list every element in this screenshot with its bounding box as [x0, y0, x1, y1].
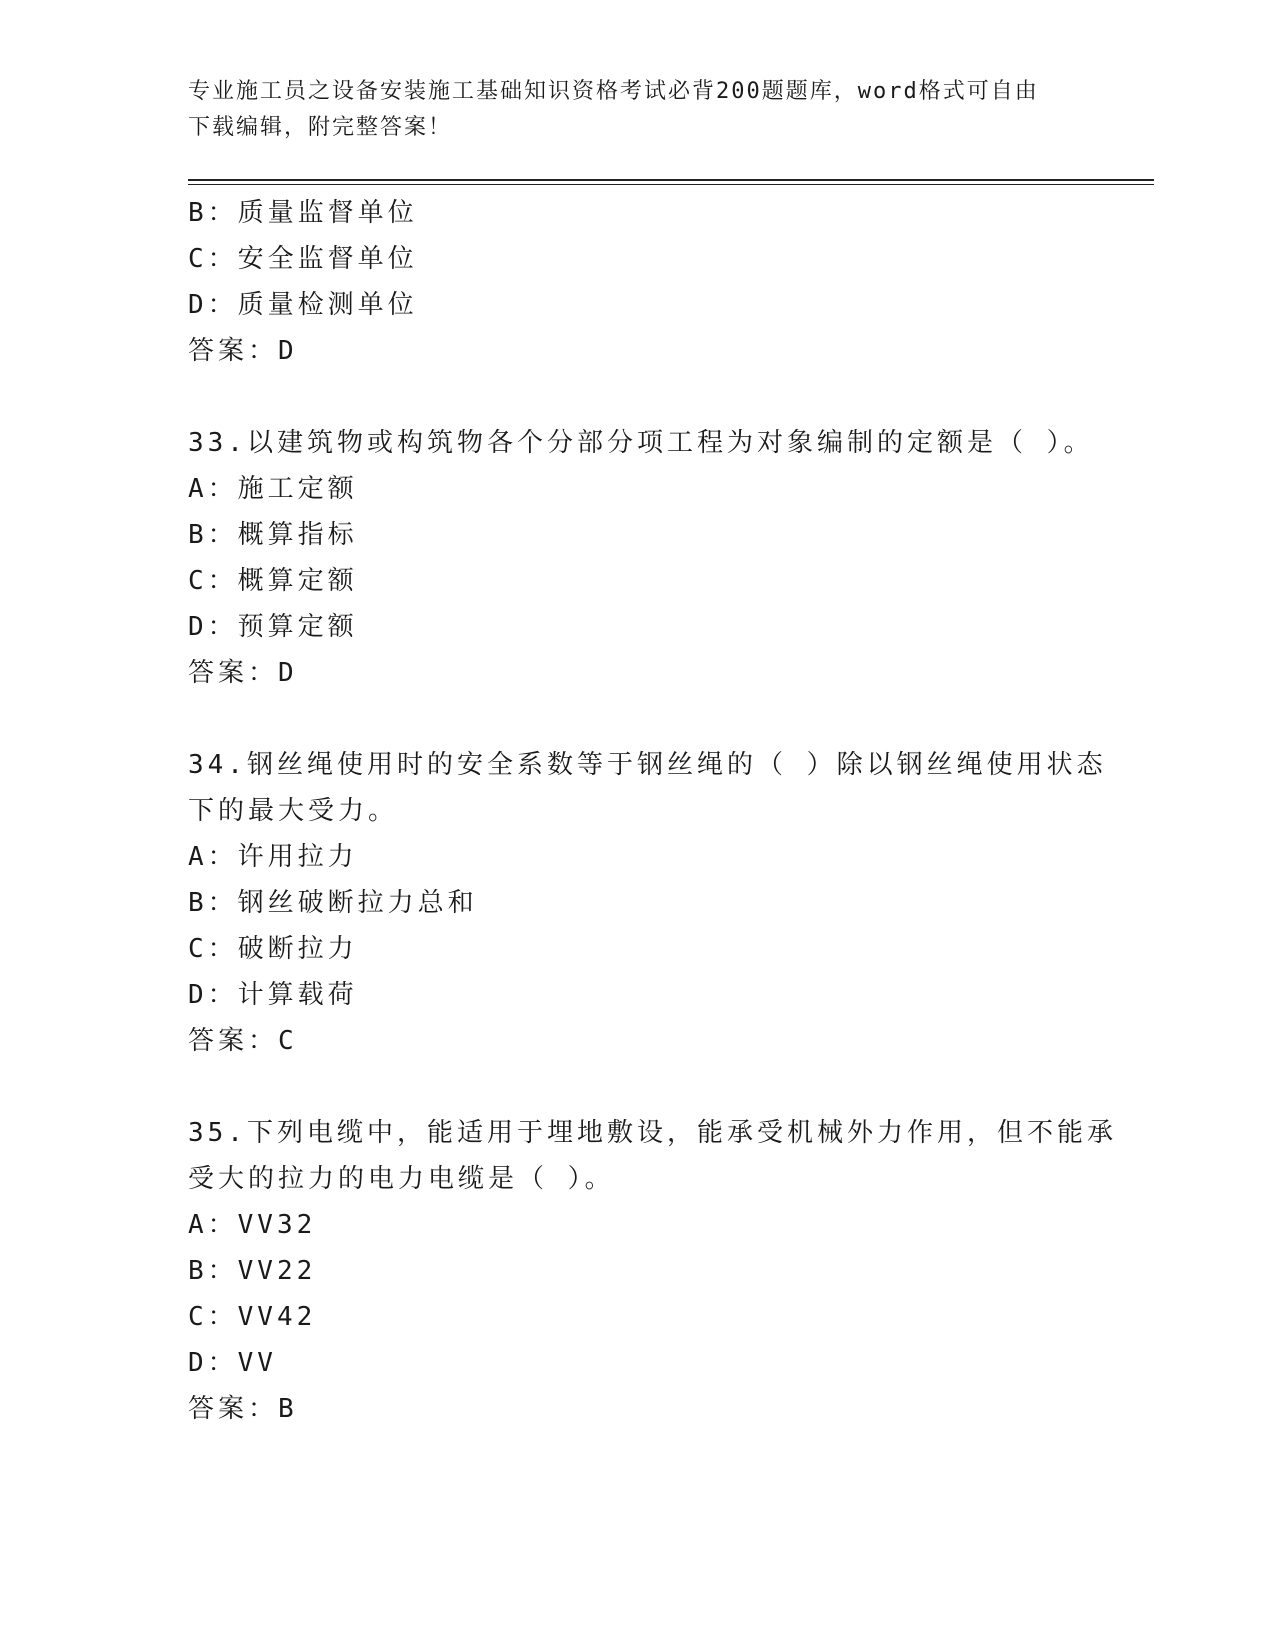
option-a: A：VV32 — [188, 1210, 317, 1240]
answer-line: 答案：C — [188, 1026, 298, 1056]
option-c: C：VV42 — [188, 1302, 317, 1332]
option-b: B：质量监督单位 — [188, 198, 418, 228]
question-34 — [188, 742, 1107, 1064]
question-list — [188, 190, 1117, 1432]
option-a: A：施工定额 — [188, 474, 358, 504]
option-d: D：预算定额 — [188, 612, 358, 642]
header-rule-thin — [188, 184, 1154, 185]
answer-line: 答案：B — [188, 1394, 298, 1424]
answer-line: 答案：D — [188, 336, 298, 366]
answer-line: 答案：D — [188, 658, 298, 688]
document-header — [188, 74, 1068, 146]
header-line-1: 专业施工员之设备安装施工基础知识资格考试必背200题题库，word格式可自由 — [188, 79, 1039, 104]
question-text: 33.以建筑物或构筑物各个分部分项工程为对象编制的定额是（ ）。 — [188, 428, 1094, 458]
option-a: A：许用拉力 — [188, 842, 358, 872]
option-b: B：概算指标 — [188, 520, 358, 550]
option-c: C：概算定额 — [188, 566, 358, 596]
question-text-line-2: 下的最大受力。 — [188, 796, 399, 826]
option-b: B：VV22 — [188, 1256, 317, 1286]
header-line-2: 下载编辑，附完整答案！ — [188, 115, 453, 140]
question-32 — [188, 190, 1088, 374]
question-35 — [188, 1110, 1117, 1432]
question-33 — [188, 420, 1094, 696]
question-text-line-1: 35.下列电缆中，能适用于埋地敷设，能承受机械外力作用，但不能承 — [188, 1118, 1117, 1148]
option-d: D：VV — [188, 1348, 277, 1378]
option-d: D：计算载荷 — [188, 980, 358, 1010]
option-c: C：破断拉力 — [188, 934, 358, 964]
option-b: B：钢丝破断拉力总和 — [188, 888, 478, 918]
question-text-line-2: 受大的拉力的电力电缆是（ ）。 — [188, 1164, 615, 1194]
option-c: C：安全监督单位 — [188, 244, 418, 274]
header-rule-thick — [188, 179, 1154, 181]
option-d: D：质量检测单位 — [188, 290, 418, 320]
question-text-line-1: 34.钢丝绳使用时的安全系数等于钢丝绳的（ ）除以钢丝绳使用状态 — [188, 750, 1107, 780]
